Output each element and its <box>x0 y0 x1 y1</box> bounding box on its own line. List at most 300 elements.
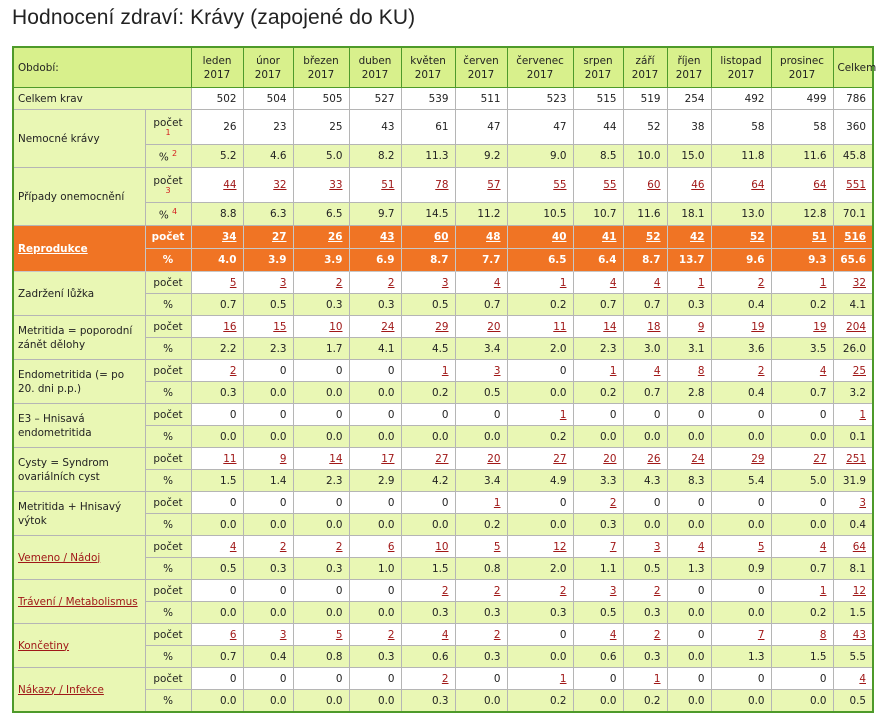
cases-count-cell-link[interactable]: 46 <box>691 179 705 191</box>
category-pct-cell: 0.0 <box>191 690 243 713</box>
reproduction-count-cell[interactable] <box>667 226 711 249</box>
diagnosis-count-cell[interactable] <box>573 492 623 514</box>
diagnosis-count-cell-link[interactable]: 2 <box>229 364 237 377</box>
diagnosis-count-cell-link[interactable]: 25 <box>852 364 866 377</box>
diagnosis-count-cell[interactable] <box>507 316 573 338</box>
category-count-cell-link[interactable]: 3 <box>279 628 287 641</box>
diagnosis-count-cell-link[interactable]: 14 <box>329 452 343 465</box>
diagnosis-count-cell[interactable] <box>667 272 711 294</box>
category-count-cell-link[interactable]: 2 <box>493 584 501 597</box>
category-count-cell: 0 <box>243 668 293 690</box>
cases-count-cell-link[interactable]: 51 <box>381 179 395 191</box>
category-count-cell-link[interactable]: 64 <box>852 540 866 553</box>
cases-count-cell[interactable] <box>243 168 293 203</box>
diagnosis-count-cell: 0 <box>401 492 455 514</box>
cases-count-cell-link[interactable]: 64 <box>751 179 765 191</box>
cases-count-cell[interactable] <box>711 168 771 203</box>
diagnosis-count-cell-link[interactable]: 1 <box>441 364 449 377</box>
diagnosis-count-cell-link[interactable]: 251 <box>846 452 866 465</box>
diagnosis-count-cell-link[interactable]: 15 <box>273 320 287 333</box>
reproduction-count-cell[interactable] <box>293 226 349 249</box>
month-header <box>191 47 243 88</box>
reproduction-count-cell[interactable] <box>243 226 293 249</box>
cases-count-cell[interactable] <box>293 168 349 203</box>
diagnosis-pct-cell: 0.0 <box>623 514 667 536</box>
diagnosis-count-cell[interactable] <box>401 448 455 470</box>
diagnosis-count-cell[interactable] <box>455 272 507 294</box>
category-count-cell[interactable] <box>191 536 243 558</box>
category-count-cell[interactable] <box>667 536 711 558</box>
diagnosis-count-cell-link[interactable]: 9 <box>697 320 705 333</box>
reproduction-link[interactable]: Reprodukce <box>18 242 88 255</box>
category-count-cell[interactable] <box>349 624 401 646</box>
category-count-cell[interactable] <box>191 624 243 646</box>
category-link[interactable]: Vemeno / Nádoj <box>18 551 101 564</box>
category-pct-cell: 0.0 <box>667 690 711 713</box>
category-count-cell[interactable] <box>401 536 455 558</box>
diagnosis-count-cell-link[interactable]: 1 <box>859 408 866 421</box>
total-cows-cell: 505 <box>293 88 349 110</box>
reproduction-count-cell-link[interactable]: 48 <box>486 231 501 243</box>
cases-pct-cell: 6.5 <box>293 203 349 226</box>
cases-count-cell[interactable] <box>349 168 401 203</box>
category-label[interactable] <box>13 668 145 713</box>
category-count-cell-link[interactable]: 6 <box>387 540 395 553</box>
category-count-cell-link[interactable]: 5 <box>335 628 343 641</box>
diagnosis-count-cell[interactable] <box>667 316 711 338</box>
diagnosis-count-cell[interactable] <box>711 316 771 338</box>
reproduction-count-cell[interactable] <box>191 226 243 249</box>
diagnosis-count-cell-link[interactable]: 2 <box>757 276 765 289</box>
diagnosis-count-cell[interactable] <box>711 272 771 294</box>
cases-pct-cell: 12.8 <box>771 203 833 226</box>
cases-count-cell-link[interactable]: 55 <box>603 179 617 191</box>
reproduction-count-cell-link[interactable]: 43 <box>380 231 395 243</box>
cases-count-cell-link[interactable]: 32 <box>273 179 287 191</box>
reproduction-count-cell[interactable] <box>349 226 401 249</box>
category-pct-cell: 0.3 <box>455 602 507 624</box>
category-count-cell[interactable] <box>833 536 873 558</box>
diagnosis-count-cell[interactable] <box>349 448 401 470</box>
category-pct-cell: 1.3 <box>667 558 711 580</box>
month-name: říjen <box>677 54 701 67</box>
diagnosis-count-cell[interactable] <box>293 272 349 294</box>
diagnosis-pct-cell: 0.0 <box>667 514 711 536</box>
category-count-cell[interactable] <box>771 580 833 602</box>
reproduction-count-cell-link[interactable]: 516 <box>844 231 866 243</box>
category-count-cell[interactable] <box>833 624 873 646</box>
diagnosis-count-cell[interactable] <box>191 316 243 338</box>
diagnosis-count-cell-link[interactable]: 19 <box>751 320 765 333</box>
category-count-cell-link[interactable]: 3 <box>653 540 661 553</box>
total-cows-cell: 519 <box>623 88 667 110</box>
diagnosis-count-cell: 0 <box>623 404 667 426</box>
category-count-cell-link[interactable]: 4 <box>859 672 866 685</box>
cases-count-cell[interactable] <box>833 168 873 203</box>
diagnosis-count-cell[interactable] <box>711 448 771 470</box>
category-count-cell-link[interactable]: 8 <box>819 628 827 641</box>
category-count-cell[interactable] <box>507 580 573 602</box>
category-count-cell-link[interactable]: 7 <box>757 628 765 641</box>
diagnosis-count-cell-link[interactable]: 10 <box>329 320 343 333</box>
diagnosis-count-cell: 0 <box>711 404 771 426</box>
cases-count-cell-link[interactable]: 551 <box>846 179 866 191</box>
reproduction-count-cell-link[interactable]: 52 <box>646 231 661 243</box>
category-count-cell-link[interactable]: 2 <box>559 584 567 597</box>
diagnosis-count-cell-link[interactable]: 8 <box>697 364 705 377</box>
cases-count-cell-link[interactable]: 57 <box>487 179 501 191</box>
reproduction-count-cell-link[interactable]: 40 <box>552 231 567 243</box>
cases-count-cell[interactable] <box>507 168 573 203</box>
cases-count-cell-link[interactable]: 55 <box>553 179 567 191</box>
category-count-cell[interactable] <box>771 536 833 558</box>
category-count-cell-link[interactable]: 1 <box>559 672 567 685</box>
diagnosis-count-cell[interactable] <box>833 448 873 470</box>
diagnosis-pct-cell: 3.3 <box>573 470 623 492</box>
cases-count-cell[interactable] <box>401 168 455 203</box>
category-count-cell-link[interactable]: 43 <box>852 628 866 641</box>
category-count-cell[interactable] <box>623 668 667 690</box>
reproduction-count-cell-link[interactable]: 41 <box>602 231 617 243</box>
diagnosis-count-cell-link[interactable]: 4 <box>653 364 661 377</box>
category-count-cell[interactable] <box>573 580 623 602</box>
category-count-cell[interactable] <box>455 536 507 558</box>
category-count-cell-link[interactable]: 5 <box>493 540 501 553</box>
page-title: Hodnocení zdraví: Krávy (zapojené do KU) <box>12 6 416 29</box>
category-count-cell-link[interactable]: 4 <box>609 628 617 641</box>
diagnosis-count-cell-link[interactable]: 20 <box>487 452 501 465</box>
cases-count-cell-link[interactable]: 33 <box>329 179 343 191</box>
diagnosis-pct-cell: 2.3 <box>293 470 349 492</box>
month-name: leden <box>202 54 232 67</box>
category-count-cell[interactable] <box>711 624 771 646</box>
reproduction-count-cell-link[interactable]: 27 <box>272 231 287 243</box>
category-count-cell-link[interactable]: 2 <box>493 628 501 641</box>
category-count-cell[interactable] <box>771 624 833 646</box>
diagnosis-count-cell[interactable] <box>401 360 455 382</box>
diagnosis-count-row <box>13 316 873 338</box>
reproduction-count-cell-link[interactable]: 51 <box>812 231 827 243</box>
diagnosis-count-cell[interactable] <box>711 360 771 382</box>
reproduction-count-cell[interactable] <box>833 226 873 249</box>
diagnosis-count-cell[interactable] <box>349 272 401 294</box>
category-count-cell: 0 <box>191 668 243 690</box>
category-count-cell[interactable] <box>293 536 349 558</box>
diagnosis-count-cell[interactable] <box>191 448 243 470</box>
total-cows-label: Celkem krav <box>13 88 191 110</box>
category-count-cell-link[interactable]: 2 <box>653 628 661 641</box>
cases-count-cell[interactable] <box>455 168 507 203</box>
diagnosis-count-cell[interactable] <box>623 272 667 294</box>
diagnosis-count-cell-link[interactable]: 32 <box>852 276 866 289</box>
total-cows-cell: 254 <box>667 88 711 110</box>
reproduction-count-cell[interactable] <box>711 226 771 249</box>
diagnosis-count-cell[interactable] <box>191 272 243 294</box>
cases-count-cell[interactable] <box>573 168 623 203</box>
category-count-cell[interactable] <box>455 624 507 646</box>
category-count-cell-link[interactable]: 2 <box>441 672 449 685</box>
month-year: 2017 <box>675 68 703 81</box>
diagnosis-count-cell: 0 <box>507 360 573 382</box>
category-count-cell-link[interactable]: 5 <box>757 540 765 553</box>
category-count-cell-link[interactable]: 2 <box>387 628 395 641</box>
diagnosis-count-cell-link[interactable]: 9 <box>279 452 287 465</box>
diagnosis-count-cell-link[interactable]: 26 <box>647 452 661 465</box>
pct-sublabel: % <box>145 470 191 492</box>
reproduction-count-cell-link[interactable]: 60 <box>434 231 449 243</box>
reproduction-count-cell-link[interactable]: 42 <box>690 231 705 243</box>
category-count-cell-link[interactable]: 4 <box>441 628 449 641</box>
total-header: Celkem <box>833 47 873 88</box>
category-count-cell: 0 <box>771 668 833 690</box>
diagnosis-count-cell[interactable] <box>507 404 573 426</box>
diagnosis-count-cell[interactable] <box>573 360 623 382</box>
diagnosis-count-cell-link[interactable]: 11 <box>553 320 567 333</box>
diagnosis-count-cell-link[interactable]: 29 <box>435 320 449 333</box>
diagnosis-count-cell-link[interactable]: 24 <box>691 452 705 465</box>
category-count-cell-link[interactable]: 3 <box>609 584 617 597</box>
cases-count-cell[interactable] <box>191 168 243 203</box>
category-label[interactable] <box>13 536 145 580</box>
category-count-cell[interactable] <box>293 624 349 646</box>
cases-label: Případy onemocnění <box>13 168 145 226</box>
diagnosis-count-cell-link[interactable]: 17 <box>381 452 395 465</box>
category-count-cell[interactable] <box>573 536 623 558</box>
reproduction-count-cell[interactable] <box>507 226 573 249</box>
reproduction-count-cell[interactable] <box>573 226 623 249</box>
category-count-cell-link[interactable]: 12 <box>553 540 567 553</box>
diagnosis-pct-cell: 0.5 <box>401 294 455 316</box>
category-count-cell: 0 <box>573 668 623 690</box>
sick-cows-pct-cell: 4.6 <box>243 145 293 168</box>
diagnosis-label: Metritida = poporodní zánět dělohy <box>13 316 145 360</box>
diagnosis-count-cell[interactable] <box>455 360 507 382</box>
total-cows-cell: 504 <box>243 88 293 110</box>
diagnosis-count-cell[interactable] <box>833 360 873 382</box>
reproduction-count-cell[interactable] <box>455 226 507 249</box>
diagnosis-count-cell[interactable] <box>573 316 623 338</box>
category-count-cell[interactable] <box>243 536 293 558</box>
category-count-cell-link[interactable]: 12 <box>852 584 866 597</box>
diagnosis-count-cell-link[interactable]: 4 <box>653 276 661 289</box>
diagnosis-count-cell[interactable] <box>667 360 711 382</box>
diagnosis-count-cell-link[interactable]: 27 <box>553 452 567 465</box>
diagnosis-count-cell[interactable] <box>349 316 401 338</box>
category-link[interactable]: Končetiny <box>18 639 70 652</box>
category-label[interactable] <box>13 580 145 624</box>
category-count-cell-link[interactable]: 6 <box>229 628 237 641</box>
diagnosis-pct-cell: 3.6 <box>711 338 771 360</box>
category-count-cell[interactable] <box>243 624 293 646</box>
category-count-cell[interactable] <box>623 536 667 558</box>
diagnosis-count-cell[interactable] <box>771 316 833 338</box>
diagnosis-pct-cell: 0.3 <box>293 294 349 316</box>
diagnosis-count-cell-link[interactable]: 20 <box>603 452 617 465</box>
category-count-cell[interactable] <box>623 624 667 646</box>
diagnosis-count-cell-link[interactable]: 2 <box>757 364 765 377</box>
diagnosis-count-cell-link[interactable]: 5 <box>229 276 237 289</box>
diagnosis-count-cell[interactable] <box>243 272 293 294</box>
category-count-cell[interactable] <box>401 580 455 602</box>
reproduction-count-cell-link[interactable]: 52 <box>750 231 765 243</box>
reproduction-count-cell[interactable] <box>771 226 833 249</box>
diagnosis-count-cell-link[interactable]: 1 <box>697 276 705 289</box>
count-sublabel: počet <box>145 536 191 558</box>
diagnosis-count-cell-link[interactable]: 1 <box>559 276 567 289</box>
category-count-cell[interactable] <box>401 668 455 690</box>
diagnosis-pct-cell: 4.5 <box>401 338 455 360</box>
diagnosis-count-cell[interactable] <box>455 492 507 514</box>
diagnosis-count-cell-link[interactable]: 19 <box>813 320 827 333</box>
diagnosis-count-cell-link[interactable]: 4 <box>493 276 501 289</box>
cases-count-cell-link[interactable]: 78 <box>435 179 449 191</box>
diagnosis-count-cell-link[interactable]: 2 <box>609 496 617 509</box>
diagnosis-count-cell-link[interactable]: 27 <box>813 452 827 465</box>
diagnosis-count-cell[interactable] <box>623 448 667 470</box>
category-count-cell-link[interactable]: 7 <box>609 540 617 553</box>
category-count-cell-link[interactable]: 1 <box>819 584 827 597</box>
category-link[interactable]: Nákazy / Infekce <box>18 683 104 696</box>
category-label[interactable] <box>13 624 145 668</box>
diagnosis-pct-cell: 0.0 <box>293 382 349 404</box>
diagnosis-count-cell: 0 <box>243 404 293 426</box>
category-count-cell: 0 <box>667 668 711 690</box>
count-sublabel: počet <box>145 624 191 646</box>
month-year: 2017 <box>526 68 554 81</box>
reproduction-count-cell[interactable] <box>401 226 455 249</box>
cases-count-cell[interactable] <box>667 168 711 203</box>
diagnosis-count-cell[interactable] <box>401 316 455 338</box>
count-sublabel: počet <box>145 360 191 382</box>
reproduction-count-cell-link[interactable]: 26 <box>328 231 343 243</box>
category-pct-cell: 0.5 <box>573 602 623 624</box>
count-sublabel: počet <box>145 492 191 514</box>
diagnosis-count-cell[interactable] <box>573 272 623 294</box>
diagnosis-count-cell[interactable] <box>573 448 623 470</box>
reproduction-label[interactable] <box>13 226 145 272</box>
category-count-cell[interactable] <box>349 536 401 558</box>
category-count-cell[interactable] <box>573 624 623 646</box>
category-count-cell-link[interactable]: 1 <box>653 672 661 685</box>
pct-sublabel-text: % <box>158 151 169 164</box>
diagnosis-count-cell[interactable] <box>243 316 293 338</box>
diagnosis-count-cell-link[interactable]: 24 <box>381 320 395 333</box>
diagnosis-pct-cell: 0.7 <box>623 382 667 404</box>
diagnosis-count-cell[interactable] <box>455 316 507 338</box>
total-cows-row <box>13 88 873 110</box>
cases-count-cell[interactable] <box>771 168 833 203</box>
category-count-cell-link[interactable]: 4 <box>697 540 705 553</box>
category-pct-cell: 0.0 <box>455 690 507 713</box>
diagnosis-count-cell-link[interactable]: 20 <box>487 320 501 333</box>
diagnosis-count-cell[interactable] <box>771 448 833 470</box>
diagnosis-count-cell-link[interactable]: 3 <box>493 364 501 377</box>
cases-pct-cell: 18.1 <box>667 203 711 226</box>
category-count-cell-link[interactable]: 4 <box>229 540 237 553</box>
diagnosis-count-cell-link[interactable]: 11 <box>223 452 237 465</box>
diagnosis-count-cell-link[interactable]: 14 <box>603 320 617 333</box>
diagnosis-count-cell-link[interactable]: 2 <box>387 276 395 289</box>
category-pct-cell: 0.3 <box>243 558 293 580</box>
category-count-cell-link[interactable]: 2 <box>441 584 449 597</box>
diagnosis-count-cell-link[interactable]: 3 <box>859 496 866 509</box>
diagnosis-count-cell[interactable] <box>401 272 455 294</box>
diagnosis-count-cell-link[interactable]: 3 <box>441 276 449 289</box>
diagnosis-count-cell-link[interactable]: 3 <box>279 276 287 289</box>
diagnosis-count-cell-link[interactable]: 1 <box>819 276 827 289</box>
diagnosis-count-cell[interactable] <box>833 492 873 514</box>
diagnosis-count-cell[interactable] <box>771 360 833 382</box>
diagnosis-count-cell[interactable] <box>455 448 507 470</box>
category-count-cell-link[interactable]: 10 <box>435 540 449 553</box>
category-link[interactable]: Trávení / Metabolismus <box>18 595 138 608</box>
category-count-cell[interactable] <box>455 580 507 602</box>
diagnosis-count-cell[interactable] <box>667 448 711 470</box>
diagnosis-count-cell-link[interactable]: 1 <box>559 408 567 421</box>
category-count-cell-link[interactable]: 2 <box>653 584 661 597</box>
diagnosis-count-cell[interactable] <box>833 404 873 426</box>
diagnosis-count-cell-link[interactable]: 29 <box>751 452 765 465</box>
category-count-cell[interactable] <box>623 580 667 602</box>
category-count-cell-link[interactable]: 2 <box>279 540 287 553</box>
diagnosis-count-cell[interactable] <box>833 272 873 294</box>
total-cows-cell: 499 <box>771 88 833 110</box>
cases-count-cell-link[interactable]: 60 <box>647 179 661 191</box>
category-count-cell-link[interactable]: 4 <box>819 540 827 553</box>
category-count-cell[interactable] <box>507 668 573 690</box>
category-count-cell[interactable] <box>833 668 873 690</box>
diagnosis-pct-cell: 0.0 <box>243 514 293 536</box>
diagnosis-count-cell[interactable] <box>507 448 573 470</box>
diagnosis-count-cell-link[interactable]: 4 <box>609 276 617 289</box>
diagnosis-count-cell[interactable] <box>623 316 667 338</box>
diagnosis-count-cell-link[interactable]: 1 <box>609 364 617 377</box>
diagnosis-pct-cell: 0.4 <box>833 514 873 536</box>
diagnosis-count-cell[interactable] <box>833 316 873 338</box>
category-count-cell[interactable] <box>711 536 771 558</box>
diagnosis-count-cell-link[interactable]: 27 <box>435 452 449 465</box>
category-count-cell[interactable] <box>507 536 573 558</box>
diagnosis-count-cell-link[interactable]: 18 <box>647 320 661 333</box>
diagnosis-pct-cell: 0.0 <box>401 514 455 536</box>
footnote-marker: 4 <box>172 206 178 216</box>
category-count-cell-link[interactable]: 2 <box>335 540 343 553</box>
category-count-cell[interactable] <box>833 580 873 602</box>
diagnosis-count-cell[interactable] <box>771 272 833 294</box>
diagnosis-count-cell[interactable] <box>507 272 573 294</box>
diagnosis-count-cell-link[interactable]: 2 <box>335 276 343 289</box>
diagnosis-count-cell[interactable] <box>293 448 349 470</box>
cases-count-cell-link[interactable]: 64 <box>813 179 827 191</box>
cases-count-cell-link[interactable]: 44 <box>223 179 237 191</box>
category-count-cell[interactable] <box>401 624 455 646</box>
diagnosis-count-cell-link[interactable]: 16 <box>223 320 237 333</box>
diagnosis-count-cell[interactable] <box>243 448 293 470</box>
health-table-container <box>12 46 876 713</box>
diagnosis-pct-cell: 2.8 <box>667 382 711 404</box>
diagnosis-count-cell[interactable] <box>293 316 349 338</box>
diagnosis-count-cell[interactable] <box>623 360 667 382</box>
diagnosis-count-cell-link[interactable]: 1 <box>493 496 501 509</box>
reproduction-count-cell[interactable] <box>623 226 667 249</box>
reproduction-count-cell-link[interactable]: 34 <box>222 231 237 243</box>
diagnosis-count-cell[interactable] <box>191 360 243 382</box>
month-header <box>349 47 401 88</box>
diagnosis-count-cell-link[interactable]: 4 <box>819 364 827 377</box>
cases-count-cell[interactable] <box>623 168 667 203</box>
category-pct-cell: 0.4 <box>243 646 293 668</box>
diagnosis-count-cell-link[interactable]: 204 <box>846 320 866 333</box>
